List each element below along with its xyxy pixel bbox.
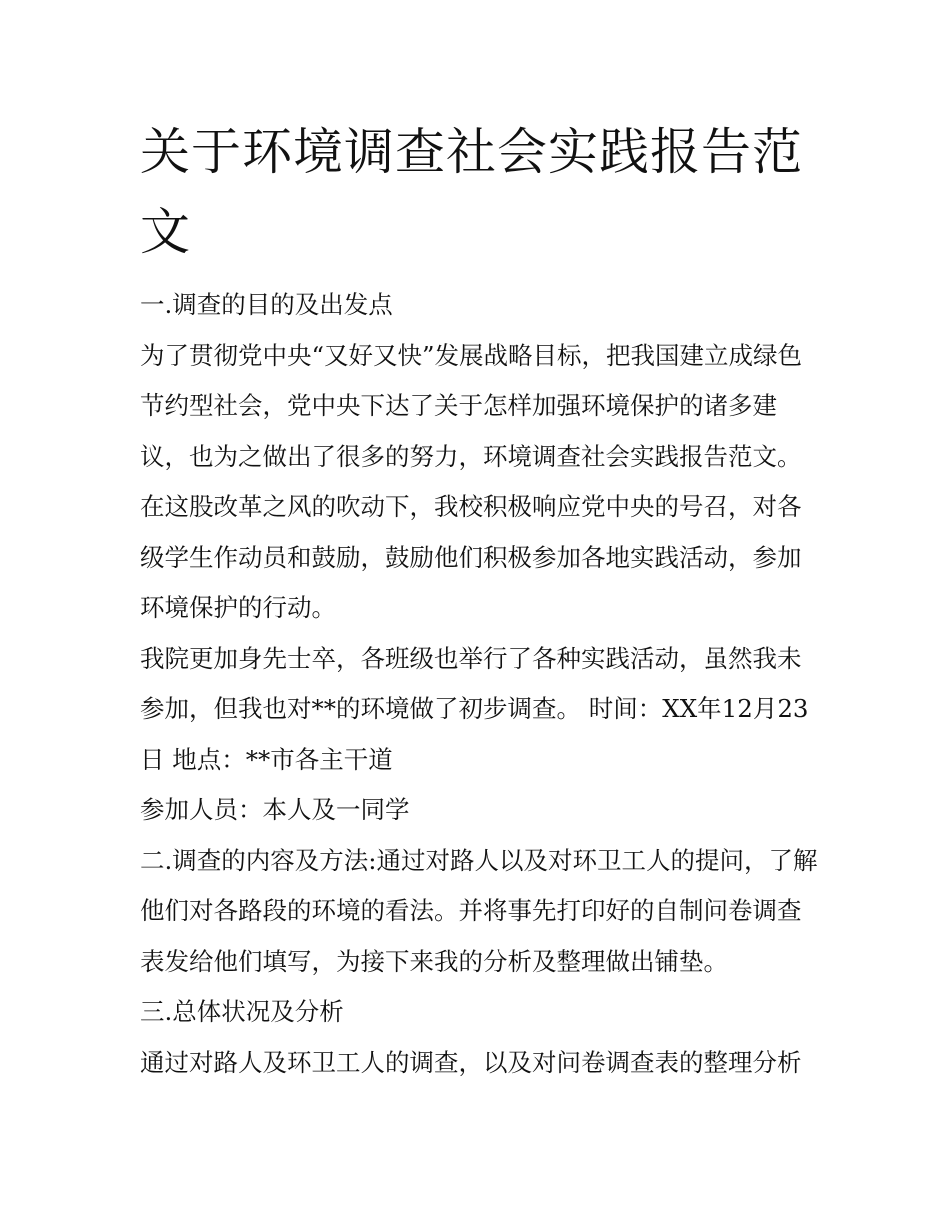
paragraph-survey-info: 我院更加身先士卒，各班级也举行了各种实践活动，虽然我未参加，但我也对**的环境做了初步调查。 时间：XX年12月23日 地点：**市各主干道: [140, 643, 809, 774]
paragraph-participants: 参加人员：本人及一同学: [140, 795, 410, 824]
section-heading-analysis: 三.总体状况及分析: [140, 997, 344, 1026]
paragraph-method: 二.调查的内容及方法:通过对路人以及对环卫工人的提问，了解他们对各路段的环境的看法。并将事先打印好的自制问卷调查表发给他们填写，为接下来我的分析及整理做出铺垫。: [140, 845, 818, 976]
document-title: 关于环境调查社会实践报告范文: [140, 123, 803, 261]
paragraph-analysis: 通过对路人及环卫工人的调查，以及对问卷调查表的整理分析: [140, 1047, 802, 1077]
paragraph-background: 为了贯彻党中央“又好又快”发展战略目标，把我国建立成绿色节约型社会，党中央下达了关于怎样加强环境保护的诸多建议，也为之做出了很多的努力，环境调查社会实践报告范文。在这股改革之风的吹动下，我校积极响应党中央的号召，对各级学生作动员和鼓励，鼓励他们积极参加各地实践活动，参加环境保护的行动。: [140, 340, 803, 622]
section-heading-purpose: 一.调查的目的及出发点: [140, 290, 393, 319]
document-body: [140, 280, 820, 1088]
